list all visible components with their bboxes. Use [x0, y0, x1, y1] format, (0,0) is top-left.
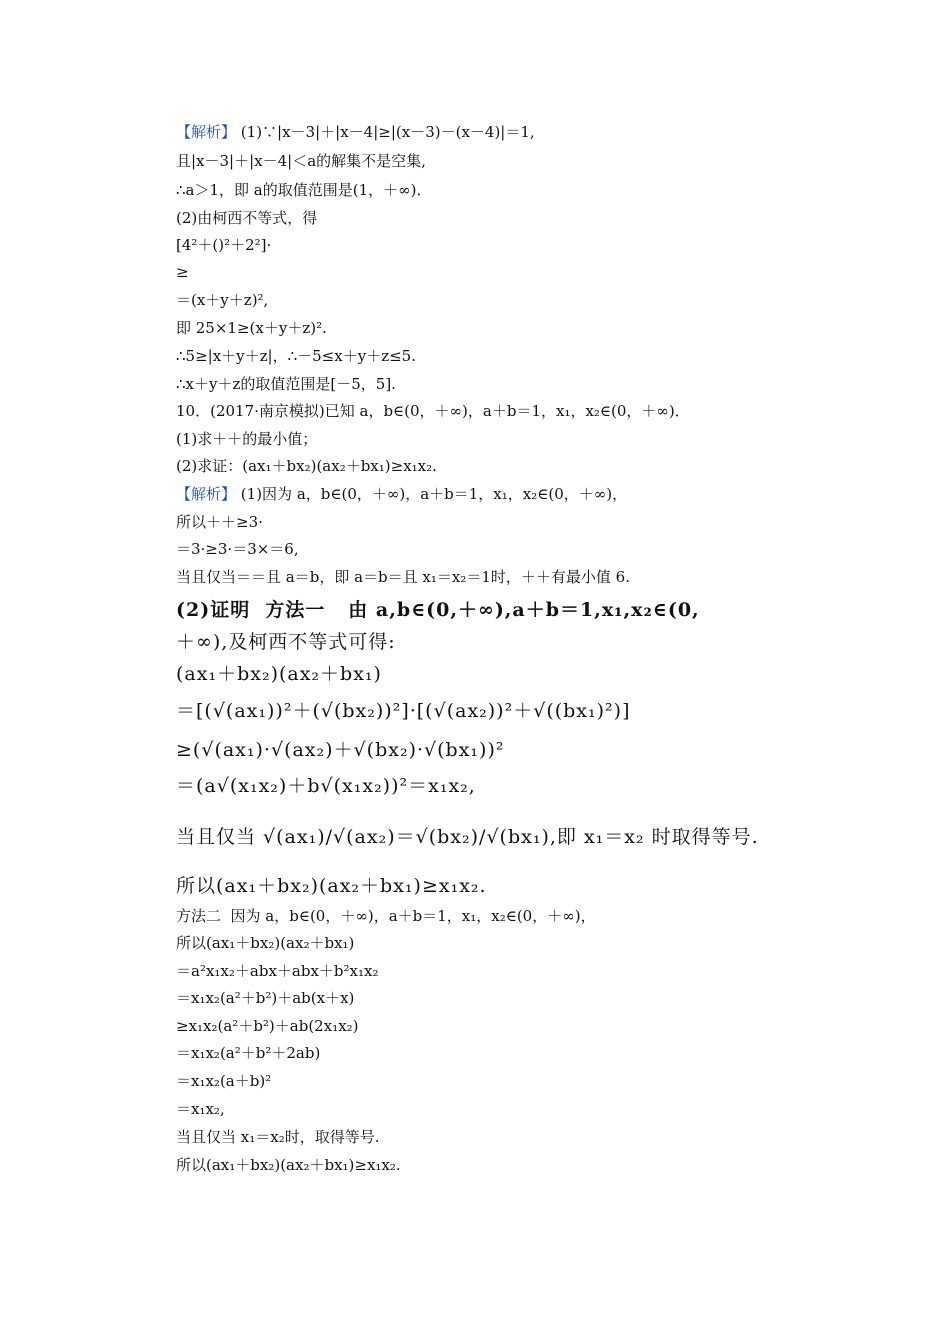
method1-line-7: 所以(ax₁＋bx₂)(ax₂＋bx₁)≥x₁x₂. — [176, 875, 487, 897]
method1-line-5: ＝(a√(x₁x₂)＋b√(x₁x₂))²＝x₁x₂, — [176, 775, 476, 797]
part1-line-5: ≥ — [176, 263, 189, 281]
method2-line-4: ≥x₁x₂(a²＋b²)＋ab(2x₁x₂) — [176, 1017, 359, 1035]
method1-line-4: ≥(√(ax₁)·√(ax₂)＋√(bx₂)·√(bx₁))² — [176, 739, 505, 761]
method2-line-5: ＝x₁x₂(a²＋b²＋2ab) — [176, 1044, 321, 1062]
part1-line-8: ∴5≥|x＋y＋z|，∴－5≤x＋y＋z≤5. — [176, 347, 416, 365]
solution10-line-3: 当且仅当＝＝且 a＝b，即 a＝b＝且 x₁＝x₂＝1时，＋＋有最小值 6. — [176, 568, 630, 586]
solution10-line-1: 所以＋＋≥3· — [176, 513, 263, 531]
analysis-tag: 【解析】 — [176, 123, 237, 141]
method1-line-3: ＝[(√(ax₁))²＋(√(bx₂))²]·[(√(ax₂))²＋√((bx₁)²)] — [176, 700, 631, 722]
part1-line-3: (2)由柯西不等式，得 — [176, 209, 318, 227]
method2-line-9: 所以(ax₁＋bx₂)(ax₂＋bx₁)≥x₁x₂. — [176, 1156, 401, 1174]
method2-line-3: ＝x₁x₂(a²＋b²)＋ab(x＋x) — [176, 989, 355, 1007]
method1-line-1: ＋∞),及柯西不等式可得: — [176, 631, 396, 653]
part1-line-6: ＝(x＋y＋z)², — [176, 291, 269, 309]
method1-line-2: (ax₁＋bx₂)(ax₂＋bx₁) — [176, 663, 382, 685]
problem10-stem: 10．(2017·南京模拟)已知 a，b∈(0，＋∞)，a＋b＝1，x₁，x₂∈(0，＋∞)． — [176, 402, 690, 420]
problem10-q1: (1)求＋＋的最小值； — [176, 430, 318, 448]
part1-line-2: ∴a＞1，即 a的取值范围是(1，＋∞)． — [176, 181, 432, 199]
method2-line-1: 所以(ax₁＋bx₂)(ax₂＋bx₁) — [176, 934, 355, 952]
method2-line-8: 当且仅当 x₁＝x₂时，取得等号. — [176, 1128, 380, 1146]
part1-line-1: 且|x－3|＋|x－4|＜a的解集不是空集, — [176, 152, 426, 170]
method2-line-2: ＝a²x₁x₂＋abx＋abx＋b²x₁x₂ — [176, 962, 379, 980]
method2-line-7: ＝x₁x₂, — [176, 1100, 225, 1118]
part1-line-7: 即 25×1≥(x＋y＋z)². — [176, 319, 327, 337]
part1-line-0: 【解析】 (1)∵|x－3|＋|x－4|≥|(x－3)－(x－4)|＝1, — [176, 123, 535, 141]
part1-line-4: [4²＋()²＋2²]· — [176, 236, 272, 254]
method1-line-0: (2)证明 方法一 由 a,b∈(0,＋∞),a＋b＝1,x₁,x₂∈(0, — [176, 599, 700, 621]
problem10-q2: (2)求证：(ax₁＋bx₂)(ax₂＋bx₁)≥x₁x₂. — [176, 457, 437, 475]
method2-line-6: ＝x₁x₂(a＋b)² — [176, 1072, 272, 1090]
method1-line-6: 当且仅当 √(ax₁)/√(ax₂)＝√(bx₂)/√(bx₁),即 x₁＝x₂ 时取得等号. — [176, 826, 759, 848]
analysis-tag: 【解析】 — [176, 485, 237, 503]
part1-line-9: ∴x＋y＋z的取值范围是[－5，5]. — [176, 375, 396, 393]
solution10-line-2: ＝3·≥3·＝3×＝6, — [176, 540, 299, 558]
solution10-line-0: 【解析】 (1)因为 a，b∈(0，＋∞)，a＋b＝1，x₁，x₂∈(0，＋∞)， — [176, 485, 628, 503]
method2-line-0: 方法二 因为 a，b∈(0，＋∞)，a＋b＝1，x₁，x₂∈(0，＋∞)， — [176, 907, 596, 925]
